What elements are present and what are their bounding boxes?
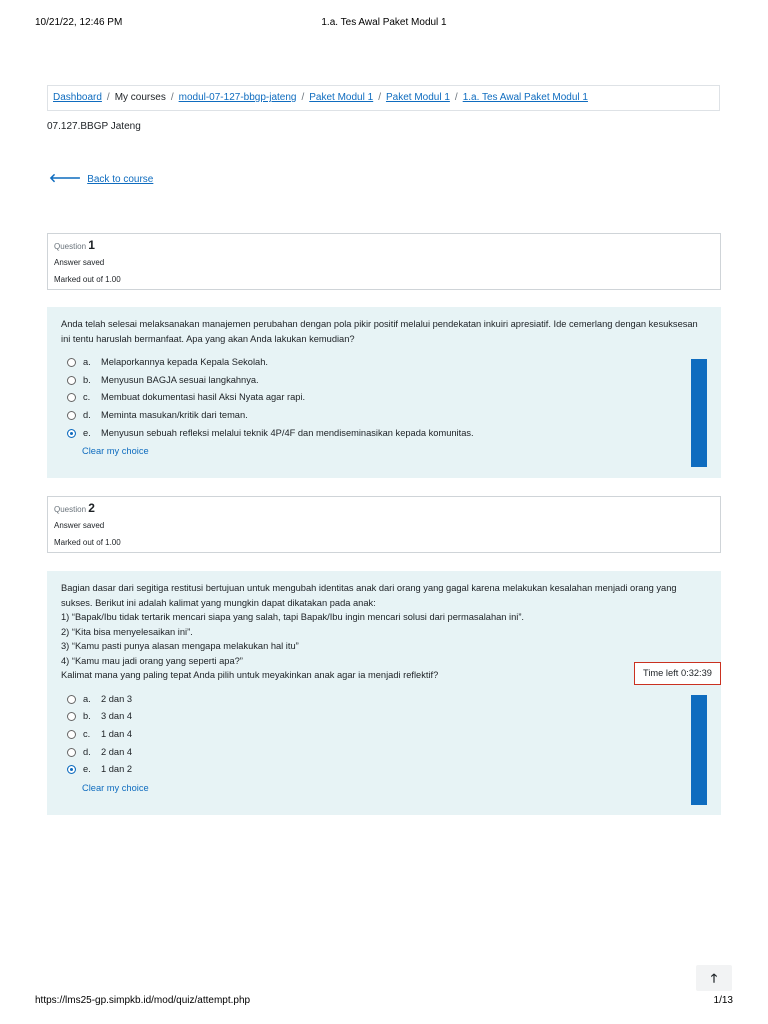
radio-button[interactable]	[67, 411, 76, 420]
answer-option[interactable]	[61, 726, 707, 744]
question-status: Answer saved	[54, 521, 105, 530]
question-2-info	[47, 496, 721, 553]
question-number: 2	[88, 501, 95, 515]
question-1-info	[47, 233, 721, 290]
answer-option[interactable]	[61, 354, 707, 372]
breadcrumb-separator: /	[301, 92, 305, 103]
question-text-line: 3) “Kamu pasti punya alasan mengapa melakukan hal itu”	[61, 641, 299, 651]
breadcrumb-course[interactable]: modul-07-127-bbgp-jateng	[178, 92, 297, 103]
answer-text: Meminta masukan/kritik dari teman.	[101, 410, 248, 421]
answer-option[interactable]	[61, 389, 707, 407]
answer-text: Membuat dokumentasi hasil Aksi Nyata agar rapi.	[101, 392, 306, 403]
page-url: https://lms25-gp.simpkb.id/mod/quiz/attempt.php	[35, 995, 251, 1006]
answer-letter: a.	[83, 693, 91, 704]
answer-text: 2 dan 3	[101, 693, 133, 704]
breadcrumb-separator: /	[106, 92, 110, 103]
answer-option-selected[interactable]	[61, 425, 707, 443]
clear-my-choice-link[interactable]: Clear my choice	[82, 782, 149, 793]
breadcrumb-section[interactable]: Paket Modul 1	[309, 92, 374, 103]
breadcrumb-separator: /	[170, 92, 174, 103]
print-datetime: 10/21/22, 12:46 PM	[35, 17, 123, 28]
radio-button[interactable]	[67, 393, 76, 402]
question-2-answers	[61, 691, 707, 779]
radio-button[interactable]	[67, 730, 76, 739]
question-label: Question	[54, 242, 87, 251]
timer-label: Time left	[643, 668, 679, 678]
quiz-timer	[634, 662, 721, 685]
print-header	[35, 17, 733, 31]
answer-letter: c.	[83, 392, 91, 403]
radio-button[interactable]	[67, 712, 76, 721]
radio-button[interactable]	[67, 376, 76, 385]
answer-letter: b.	[83, 374, 91, 385]
question-text-line: Kalimat mana yang paling tepat Anda pilih untuk meyakinkan anak agar ia menjadi reflektif?	[61, 670, 439, 680]
breadcrumb	[47, 85, 720, 111]
answer-option-selected[interactable]	[61, 761, 707, 779]
answer-letter: d.	[83, 410, 91, 421]
question-1-answers	[61, 354, 707, 442]
breadcrumb-separator: /	[454, 92, 458, 103]
arrow-up-icon: 🡑	[710, 971, 718, 985]
breadcrumb-separator: /	[378, 92, 381, 103]
timer-value: 0:32:39	[680, 668, 712, 678]
print-title: 1.a. Tes Awal Paket Modul 1	[321, 17, 447, 28]
answer-option[interactable]	[61, 407, 707, 425]
radio-button-checked[interactable]	[67, 429, 76, 438]
question-1-text	[61, 317, 707, 346]
radio-button[interactable]	[67, 695, 76, 704]
radio-button[interactable]	[67, 358, 76, 367]
breadcrumb-subsection[interactable]: Paket Modul 1	[385, 92, 450, 103]
scrollbar-thumb[interactable]	[691, 359, 707, 467]
question-number: 1	[88, 238, 95, 252]
page-counter: 1/13	[713, 995, 733, 1006]
answer-letter: a.	[83, 357, 91, 367]
question-text-line: 4) “Kamu mau jadi orang yang seperti apa?”	[61, 655, 243, 666]
question-text-line: 1) “Bapak/Ibu tidak tertarik mencari siapa yang salah, tapi Bapak/Ibu ingin mencari solusi dari permasalahan ini”.	[61, 612, 525, 622]
answer-text: 3 dan 4	[101, 711, 133, 722]
answer-option[interactable]	[61, 691, 707, 709]
breadcrumb-dashboard[interactable]: Dashboard	[53, 92, 102, 103]
question-2-content	[47, 571, 721, 815]
answer-option[interactable]	[61, 708, 707, 726]
answer-text: Menyusun sebuah refleksi melalui teknik 4P/4F dan mendiseminasikan kepada komunitas.	[101, 427, 474, 438]
answer-letter: b.	[83, 711, 91, 722]
breadcrumb-my-courses: My courses	[114, 92, 166, 103]
clear-my-choice-link[interactable]: Clear my choice	[82, 446, 149, 457]
radio-button[interactable]	[67, 748, 76, 757]
question-1-content	[47, 307, 721, 478]
breadcrumb-quiz[interactable]: 1.a. Tes Awal Paket Modul 1	[462, 92, 588, 103]
scrollbar-thumb[interactable]	[691, 695, 707, 805]
answer-text: 2 dan 4	[101, 746, 133, 757]
print-footer	[35, 995, 733, 1009]
answer-text: 1 dan 2	[101, 764, 133, 775]
answer-text: Menyusun BAGJA sesuai langkahnya.	[101, 374, 259, 385]
answer-letter: e.	[83, 764, 91, 775]
answer-letter: e.	[83, 427, 91, 438]
question-2-text	[61, 581, 707, 683]
question-text-line: Bagian dasar dari segitiga restitusi bertujuan untuk mengubah identitas anak dari orang yang gagal karena melakukan kesalahan menjadi orang yang sukses. Berikut ini adalah kalimat yang mungkin dapat dikatakan pada anak:	[61, 583, 677, 608]
answer-text: Melaporkannya kepada Kepala Sekolah.	[101, 357, 268, 367]
question-label: Question	[54, 505, 87, 514]
question-status: Answer saved	[54, 258, 105, 267]
course-shortname: 07.127.BBGP Jateng	[47, 121, 141, 132]
back-to-top-button[interactable]	[696, 965, 732, 991]
back-to-course-label: Back to course	[87, 174, 154, 185]
back-to-course-link[interactable]	[49, 170, 153, 185]
arrow-left-icon: 🡐	[49, 171, 82, 185]
question-marks: Marked out of 1.00	[54, 275, 121, 284]
question-text-line: 2) “Kita bisa menyelesaikan ini”.	[61, 626, 193, 637]
question-text-line: Anda telah selesai melaksanakan manajemen perubahan dengan pola pikir positif melalui pendekatan inkuiri apresiatif. Ide cemerlang dengan kesuksesan ini tentu haruslah bermanfaat. Apa yang akan Anda lakukan kemudian?	[61, 319, 698, 344]
answer-letter: d.	[83, 746, 91, 757]
answer-text: 1 dan 4	[101, 728, 133, 739]
answer-option[interactable]	[61, 372, 707, 390]
answer-letter: c.	[83, 728, 91, 739]
answer-option[interactable]	[61, 744, 707, 762]
question-marks: Marked out of 1.00	[54, 538, 121, 547]
radio-button-checked[interactable]	[67, 765, 76, 774]
